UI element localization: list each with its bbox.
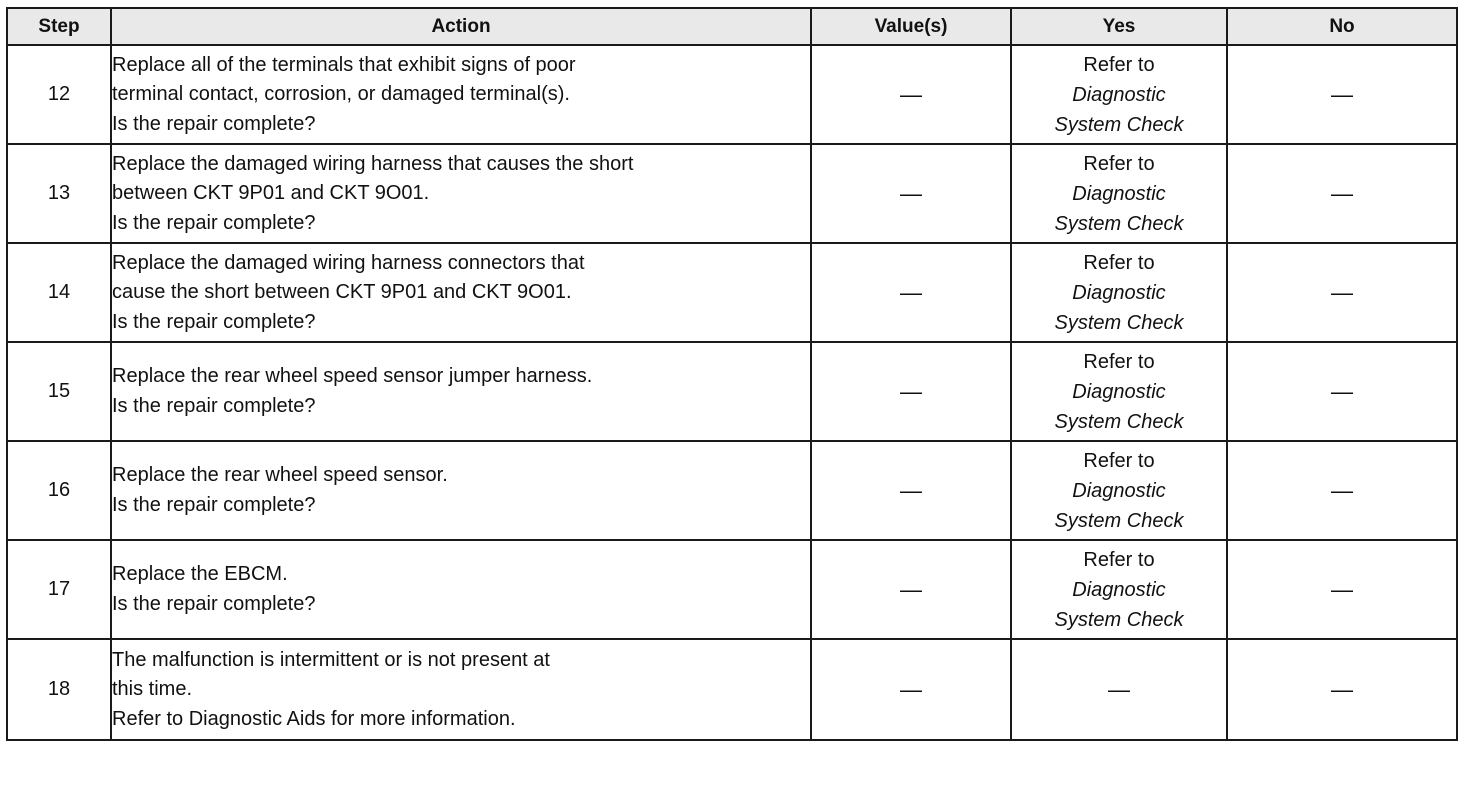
action-text: Replace the rear wheel speed sensor.	[112, 464, 448, 486]
action-cell	[111, 639, 811, 740]
diagnostic-table	[6, 7, 1458, 741]
values-cell: —	[811, 540, 1011, 639]
yes-cell	[1011, 540, 1227, 639]
step-number: 15	[7, 342, 111, 441]
action-question: Refer to Diagnostic Aids for more information.	[112, 707, 516, 730]
yes-text: Refer to	[1083, 548, 1155, 571]
yes-reference-link-text: System Check	[1054, 410, 1184, 433]
yes-text: —	[1108, 676, 1130, 702]
action-text: The malfunction is intermittent or is not present at	[112, 648, 550, 671]
action-text: Replace all of the terminals that exhibit signs of poor	[112, 53, 576, 76]
yes-cell	[1011, 639, 1227, 740]
table-row	[7, 243, 1457, 342]
yes-cell	[1011, 45, 1227, 144]
action-question: Is the repair complete?	[112, 211, 316, 234]
diagnostic-procedure-sheet	[6, 7, 1458, 741]
values-cell: —	[811, 342, 1011, 441]
action-text: Replace the damaged wiring harness that causes the short	[112, 152, 634, 175]
yes-text: Refer to	[1083, 449, 1155, 472]
header-yes: Yes	[1011, 8, 1227, 45]
yes-reference-link-text: Diagnostic	[1072, 380, 1166, 403]
table-row	[7, 540, 1457, 639]
values-cell: —	[811, 243, 1011, 342]
table-row	[7, 45, 1457, 144]
no-cell: —	[1227, 144, 1457, 243]
table-header-row	[7, 8, 1457, 45]
header-action: Action	[111, 8, 811, 45]
yes-reference-link-text: System Check	[1054, 113, 1184, 136]
no-cell: —	[1227, 540, 1457, 639]
header-values: Value(s)	[811, 8, 1011, 45]
step-number: 18	[7, 639, 111, 740]
action-text: terminal contact, corrosion, or damaged terminal(s).	[112, 82, 570, 105]
yes-text: Refer to	[1083, 350, 1155, 373]
yes-reference-link-text: System Check	[1054, 608, 1184, 631]
no-cell: —	[1227, 342, 1457, 441]
yes-text: Refer to	[1083, 152, 1155, 175]
yes-reference-link-text: System Check	[1054, 311, 1184, 334]
yes-reference-link-text: System Check	[1054, 509, 1184, 532]
table-row	[7, 144, 1457, 243]
no-cell: —	[1227, 45, 1457, 144]
table-row	[7, 342, 1457, 441]
no-cell: —	[1227, 441, 1457, 540]
action-cell	[111, 342, 811, 441]
action-question: Is the repair complete?	[112, 395, 316, 417]
yes-text: Refer to	[1083, 53, 1155, 76]
action-cell	[111, 144, 811, 243]
header-step: Step	[7, 8, 111, 45]
table-row	[7, 639, 1457, 740]
action-text: between CKT 9P01 and CKT 9O01.	[112, 181, 430, 204]
yes-cell	[1011, 144, 1227, 243]
header-no: No	[1227, 8, 1457, 45]
values-cell: —	[811, 144, 1011, 243]
yes-cell	[1011, 342, 1227, 441]
action-question: Is the repair complete?	[112, 112, 316, 135]
yes-cell	[1011, 441, 1227, 540]
action-cell	[111, 243, 811, 342]
action-text: Replace the EBCM.	[112, 563, 288, 585]
action-cell	[111, 45, 811, 144]
yes-reference-link-text: System Check	[1054, 212, 1184, 235]
no-cell: —	[1227, 243, 1457, 342]
yes-cell	[1011, 243, 1227, 342]
action-text: cause the short between CKT 9P01 and CKT 9O01.	[112, 280, 572, 303]
action-cell	[111, 540, 811, 639]
yes-reference-link-text: Diagnostic	[1072, 281, 1166, 304]
action-question: Is the repair complete?	[112, 310, 316, 333]
step-number: 16	[7, 441, 111, 540]
step-number: 17	[7, 540, 111, 639]
step-number: 12	[7, 45, 111, 144]
table-row	[7, 441, 1457, 540]
yes-text: Refer to	[1083, 251, 1155, 274]
action-text: Replace the damaged wiring harness connectors that	[112, 251, 585, 274]
action-text: this time.	[112, 677, 193, 700]
values-cell: —	[811, 639, 1011, 740]
values-cell: —	[811, 441, 1011, 540]
action-text: Replace the rear wheel speed sensor jumper harness.	[112, 365, 593, 387]
no-cell: —	[1227, 639, 1457, 740]
yes-reference-link-text: Diagnostic	[1072, 182, 1166, 205]
yes-reference-link-text: Diagnostic	[1072, 479, 1166, 502]
action-question: Is the repair complete?	[112, 494, 316, 516]
yes-reference-link-text: Diagnostic	[1072, 578, 1166, 601]
action-cell	[111, 441, 811, 540]
yes-reference-link-text: Diagnostic	[1072, 83, 1166, 106]
table-body	[7, 45, 1457, 740]
values-cell: —	[811, 45, 1011, 144]
step-number: 13	[7, 144, 111, 243]
action-question: Is the repair complete?	[112, 593, 316, 615]
step-number: 14	[7, 243, 111, 342]
